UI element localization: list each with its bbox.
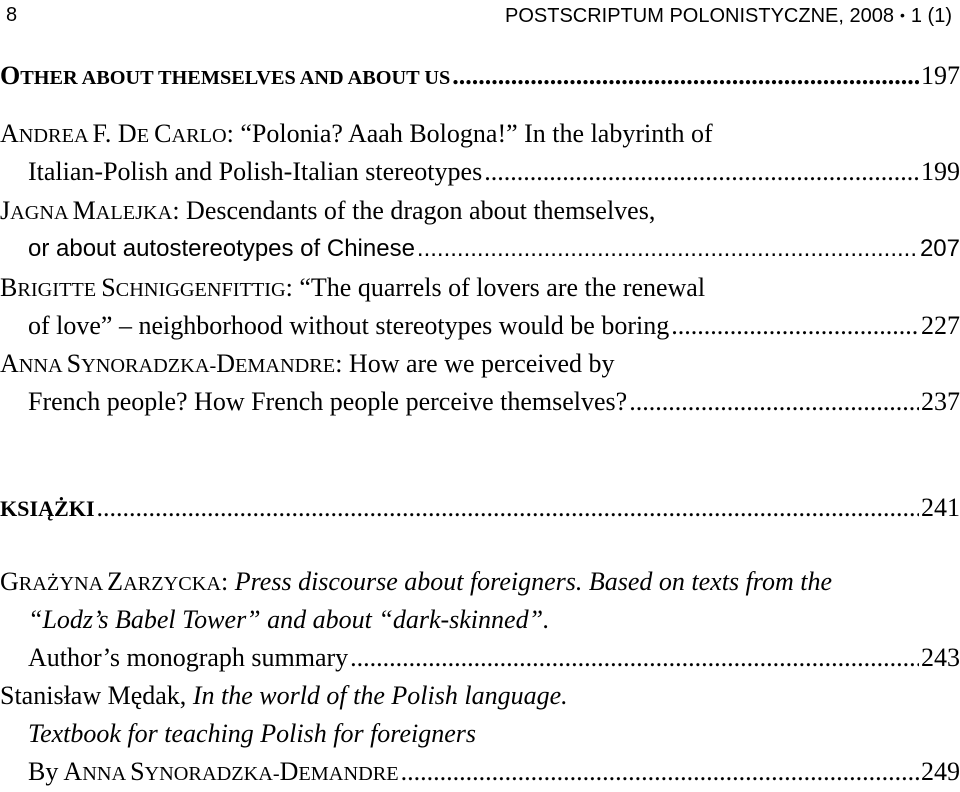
toc-entry-line: French people? How French people perceive themselves? ..... 237: [0, 384, 960, 420]
author: ANNA SYNORADZKA-DEMANDRE: [0, 349, 336, 378]
page-ref: 249: [921, 757, 960, 786]
toc-entry-line: or about autostereotypes of Chinese ..... 207: [0, 231, 960, 267]
issue: 1 (1): [910, 5, 952, 27]
toc-section-heading: KSIĄŻKI ..... 241: [0, 490, 960, 527]
author: GRAŻYNA ZARZYCKA: [0, 567, 222, 596]
author: JAGNA MALEJKA: [0, 196, 173, 225]
entry-title: : How are we perceived by: [335, 349, 615, 378]
toc-entry-line: [0, 116, 960, 154]
leader-dots: [350, 640, 919, 676]
page-ref: 241: [921, 493, 960, 522]
toc-entry-line: [0, 678, 960, 714]
page-ref: 207: [919, 235, 960, 262]
page-ref: 237: [921, 387, 960, 416]
entry-title: Press discourse about foreigners. Based on texts from the: [234, 567, 832, 596]
page-number: 8: [6, 4, 18, 26]
leader-dots: [671, 308, 919, 344]
author: Stanisław Mędak,: [0, 681, 193, 710]
bullet: •: [899, 7, 905, 23]
entry-title: In the world of the Polish language.: [192, 681, 568, 710]
leader-dots: [629, 384, 919, 420]
entry-title: : “Polonia? Aaah Bologna!” In the labyrinth of: [226, 119, 713, 148]
toc-entry-line: of love” – neighborhood without stereotypes would be boring ..... 227: [0, 308, 960, 344]
leader-dots: [97, 490, 919, 526]
toc-entry-line: [0, 346, 960, 384]
author: BRIGITTE SCHNIGGENFITTIG: [0, 273, 286, 302]
leader-dots: [417, 231, 918, 267]
running-header: [0, 0, 960, 32]
toc-entry-line: Author’s monograph summary ..... 243: [0, 640, 960, 676]
toc-entry-line: [0, 193, 960, 231]
page-ref: 197: [921, 61, 960, 90]
toc-section-heading: OTHER ABOUT THEMSELVES AND ABOUT US ..... 197: [0, 58, 960, 96]
leader-dots: [401, 754, 919, 790]
toc-entry-line: By ANNA SYNORADZKA-DEMANDRE ..... 249: [0, 754, 960, 792]
page-ref: 199: [921, 157, 960, 186]
toc-entry-line: GRAŻYNA ZARZYCKA: Press discourse about foreigners. Based on texts from the: [0, 567, 832, 596]
leader-dots: [452, 58, 919, 94]
toc-entry-line: Textbook for teaching Polish for foreigners: [28, 719, 476, 748]
author: ANDREA F. DE CARLO: [0, 119, 227, 148]
toc-entry-line: [0, 270, 960, 308]
page-ref: 243: [921, 643, 960, 672]
page-ref: 227: [921, 311, 960, 340]
entry-title: : “The quarrels of lovers are the renewal: [285, 273, 706, 302]
journal-title: POSTSCRIPTUM POLONISTYCZNE, 2008 • 1 (1): [504, 5, 952, 27]
entry-title: : Descendants of the dragon about themselves,: [172, 196, 656, 225]
toc-entry-line: “Lodz’s Babel Tower” and about “dark-skinned”.: [28, 605, 550, 634]
toc-entry-line: Italian-Polish and Polish-Italian stereotypes ..... 199: [0, 154, 960, 190]
leader-dots: [484, 154, 919, 190]
